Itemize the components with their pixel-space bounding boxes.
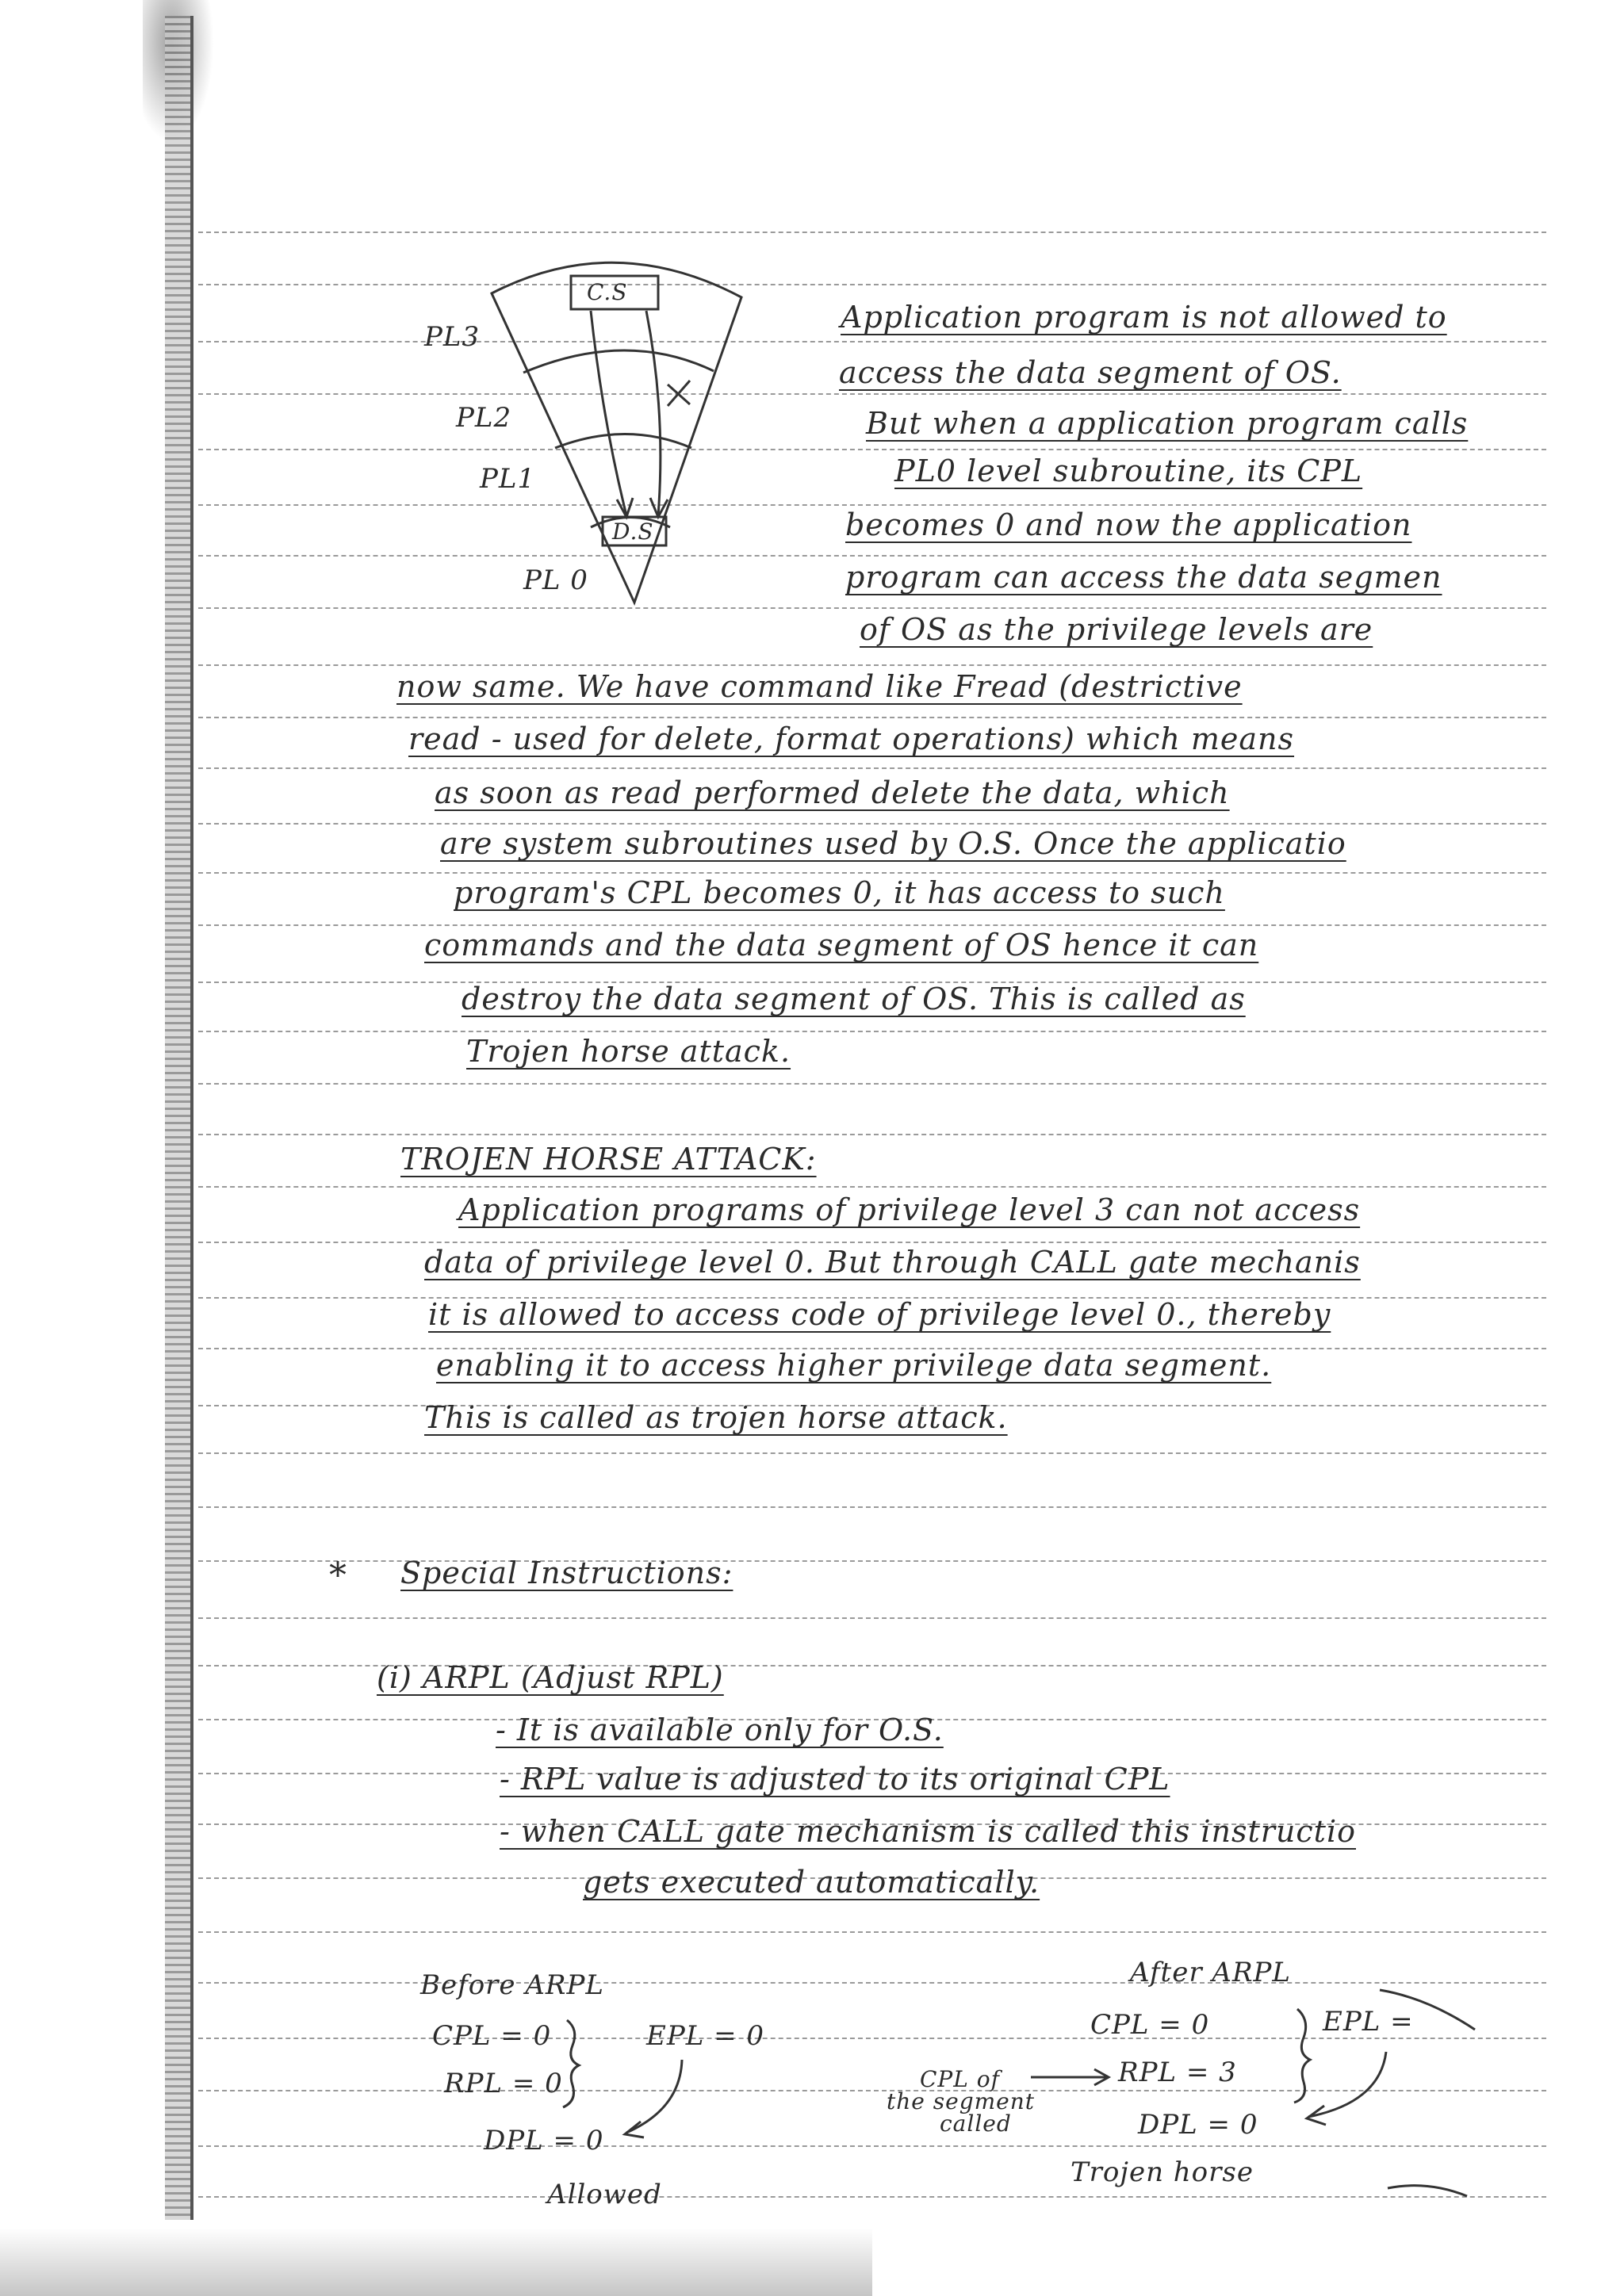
ruled-line: [198, 717, 1546, 718]
after-result: Trojen horse: [1071, 2156, 1254, 2188]
instruction-point: - when CALL gate mechanism is called this instructio: [500, 1814, 1356, 1849]
ruled-line: [198, 2090, 1546, 2091]
ruled-line: [198, 232, 1546, 233]
ring-arc-pl2: [523, 350, 714, 373]
level-label-pl3: PL3: [424, 321, 481, 353]
ruled-line: [198, 555, 1546, 557]
ruled-line: [198, 449, 1546, 450]
ds-label: D.S: [612, 519, 654, 545]
ruled-line: [198, 393, 1546, 395]
body-line: program's CPL becomes 0, it has access to such: [454, 875, 1225, 910]
before-result: Allowed: [547, 2179, 662, 2210]
after-brace: [1294, 2009, 1310, 2103]
ruled-line: [198, 1134, 1546, 1135]
after-title: After ARPL: [1130, 1957, 1291, 1988]
after-cpl: CPL = 0: [1090, 2009, 1210, 2041]
stray-mark-bottom: [1388, 2186, 1467, 2196]
before-title: Before ARPL: [420, 1969, 604, 2001]
trojen-line: This is called as trojen horse attack.: [424, 1400, 1008, 1435]
ring-arc-pl1: [555, 434, 691, 449]
intro-line: Application program is not allowed to: [841, 300, 1447, 335]
body-line: commands and the data segment of OS hence it can: [424, 928, 1259, 962]
level-label-pl2: PL2: [456, 402, 512, 434]
ruled-line: [198, 924, 1546, 926]
ruled-line: [198, 1982, 1546, 1984]
after-dpl: DPL = 0: [1138, 2109, 1258, 2141]
level-label-pl0: PL 0: [523, 564, 588, 596]
body-line: read - used for delete, format operations) which means: [408, 721, 1295, 756]
before-arrow: [626, 2060, 682, 2133]
before-brace: [563, 2020, 579, 2107]
intro-line: of OS as the privilege levels are: [860, 612, 1373, 647]
ruled-line: [198, 664, 1546, 666]
trojen-line: it is allowed to access code of privilege level 0., thereby: [428, 1297, 1331, 1332]
after-note-line: CPL of: [920, 2066, 1000, 2092]
before-cpl: CPL = 0: [432, 2020, 552, 2052]
ruled-line: [198, 767, 1546, 769]
binding-edge: [165, 16, 192, 2220]
instruction-point: gets executed automatically.: [583, 1865, 1040, 1900]
section-heading: Special Instructions:: [400, 1556, 733, 1590]
after-note-line: called: [940, 2110, 1012, 2137]
ruled-line: [198, 2196, 1546, 2198]
intro-line: PL0 level subroutine, its CPL: [894, 453, 1363, 488]
body-line: Trojen horse attack.: [466, 1034, 791, 1069]
section-heading: TROJEN HORSE ATTACK:: [400, 1142, 817, 1177]
instruction-point: - RPL value is adjusted to its original CPL: [500, 1762, 1170, 1797]
ruled-line: [198, 1186, 1546, 1188]
scan-shadow-bottom: [0, 2228, 872, 2296]
level-label-pl1: PL1: [480, 463, 536, 495]
ruled-line: [198, 2145, 1546, 2147]
ruled-line: [198, 284, 1546, 285]
cs-label: C.S: [587, 279, 628, 305]
intro-line: program can access the data segmen: [845, 560, 1442, 595]
after-epl: EPL =: [1323, 2006, 1414, 2038]
after-arrow: [1308, 2052, 1386, 2117]
body-line: as soon as read performed delete the data, which: [435, 775, 1230, 810]
ruled-line: [198, 872, 1546, 874]
margin-line: [190, 16, 193, 2220]
ruled-line: [198, 1506, 1546, 1508]
instruction-title: (i) ARPL (Adjust RPL): [377, 1660, 724, 1695]
body-line: destroy the data segment of OS. This is called as: [462, 982, 1246, 1016]
trojen-line: enabling it to access higher privilege data segment.: [436, 1348, 1272, 1383]
intro-line: becomes 0 and now the application: [845, 507, 1412, 542]
ruled-line: [198, 1617, 1546, 1619]
ruled-line: [198, 1452, 1546, 1454]
instruction-point: - It is available only for O.S.: [496, 1712, 944, 1747]
ruled-line: [198, 1031, 1546, 1032]
before-epl: EPL = 0: [646, 2020, 765, 2052]
ruled-line: [198, 1931, 1546, 1933]
body-line: now same. We have command like Fread (destrictive: [396, 669, 1243, 704]
ruled-line: [198, 341, 1546, 342]
ruled-line: [198, 504, 1546, 506]
before-dpl: DPL = 0: [484, 2125, 604, 2156]
ruled-line: [198, 823, 1546, 825]
trojen-line: data of privilege level 0. But through CALL gate mechanis: [424, 1245, 1361, 1280]
ruled-line: [198, 607, 1546, 609]
ruled-line: [198, 1083, 1546, 1085]
before-rpl: RPL = 0: [444, 2068, 563, 2099]
intro-line: access the data segment of OS.: [839, 355, 1342, 390]
after-rpl: RPL = 3: [1118, 2057, 1237, 2088]
bullet-star: *: [329, 1556, 347, 1596]
ruled-line: [198, 2038, 1546, 2039]
after-note-line: the segment: [887, 2088, 1036, 2114]
ring-outline: [492, 262, 741, 603]
trojen-line: Application programs of privilege level 3 can not access: [458, 1192, 1361, 1227]
body-line: are system subroutines used by O.S. Once the applicatio: [440, 826, 1346, 861]
intro-line: But when a application program calls: [866, 406, 1469, 441]
ruled-line: [198, 1242, 1546, 1243]
